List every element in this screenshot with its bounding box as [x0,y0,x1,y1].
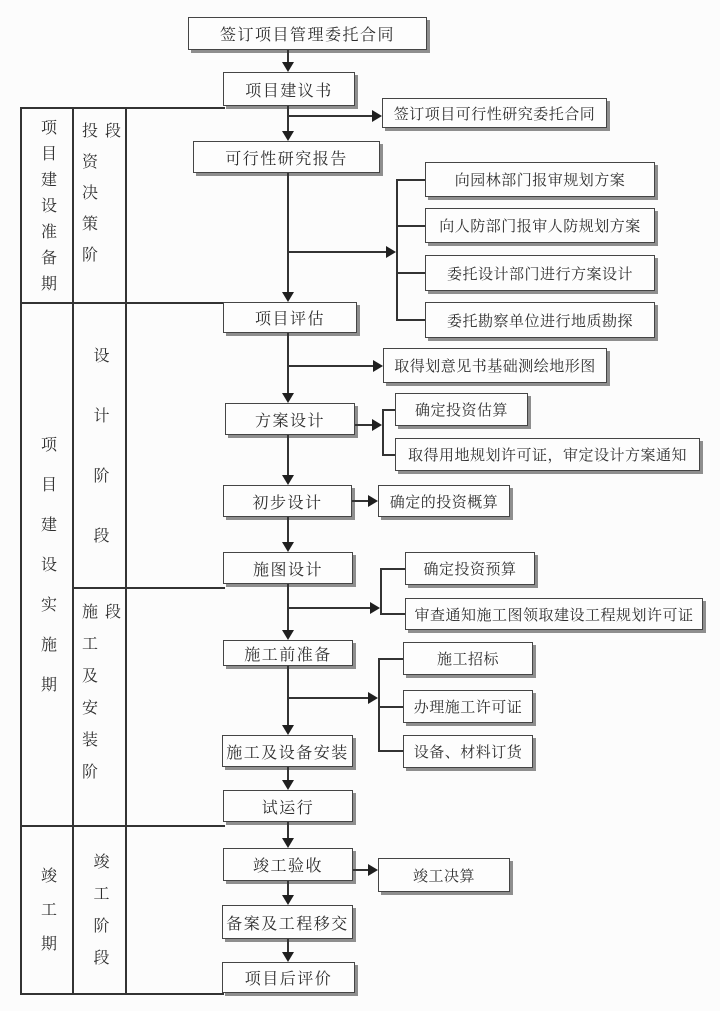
branch-line [396,319,425,321]
side-node-construction-permit: 办理施工许可证 [403,690,533,723]
branch-bracket-line [380,568,382,615]
flow-node-filing-handover: 备案及工程移交 [222,905,353,939]
flow-node-project-proposal: 项目建议书 [223,72,355,106]
branch-line [288,607,370,609]
stage-cell-label: 项目建设实施期 [38,435,56,716]
side-node-obtain-opinion-map: 取得划意见书基础测绘地形图 [383,348,607,383]
branch-line [288,251,386,253]
stage-cell-completion-period [22,825,72,993]
stage-cell-label: 投资决策阶段 [79,122,120,277]
stage-cell-construction-install-stage [74,587,125,825]
side-node-construction-bidding: 施工招标 [403,642,533,675]
branch-bracket-line [378,658,380,752]
stage-cell-label: 设计阶段 [91,346,108,587]
connector-line [287,106,289,132]
arrow-down-icon [282,630,294,640]
flow-node-feasibility-report: 可行性研究报告 [193,141,380,173]
branch-line [353,869,368,871]
branch-line [396,272,425,274]
connector-line [287,939,289,953]
branch-line [378,658,403,660]
connector-line [287,767,289,781]
branch-line [382,454,395,456]
table-border-line [20,993,224,995]
side-node-equipment-material-order: 设备、材料订货 [403,735,533,768]
branch-line [355,424,372,426]
arrow-down-icon [282,952,294,962]
flow-node-pre-construction-prep: 施工前准备 [223,640,353,666]
side-node-investment-budget: 确定投资预算 [405,552,535,585]
arrow-down-icon [282,542,294,552]
stage-cell-impl-period [22,302,72,825]
arrow-down-icon [282,393,294,403]
arrow-right-icon [370,602,380,614]
connector-line [287,822,289,839]
branch-line [380,568,405,570]
side-node-completion-settlement: 竣工决算 [378,858,510,892]
branch-line [352,500,368,502]
flow-node-completion-acceptance: 竣工验收 [223,848,353,881]
connector-line [287,881,289,896]
connector-line [287,435,289,476]
arrow-down-icon [282,62,294,72]
arrow-right-icon [373,360,383,372]
side-node-review-notice-permit: 审查通知施工图领取建设工程规划许可证 [405,598,703,630]
side-node-entrust-design-dept: 委托设计部门进行方案设计 [425,255,655,291]
connector-line [287,173,289,293]
branch-line [288,365,373,367]
branch-line [378,750,403,752]
stage-cell-investment-decision [74,107,125,302]
branch-line [382,409,395,411]
flow-node-preliminary-design: 初步设计 [223,485,352,517]
side-node-land-permit-notice: 取得用地规划许可证，审定设计方案通知 [395,438,700,471]
arrow-right-icon [368,495,378,507]
connector-line [287,666,289,726]
side-node-investment-budget-approx: 确定的投资概算 [378,485,510,517]
stage-cell-prep-period [22,107,72,302]
branch-bracket-line [382,409,384,456]
arrow-down-icon [282,780,294,790]
arrow-down-icon [282,292,294,302]
stage-cell-label: 竣工阶段 [91,853,108,981]
branch-bracket-line [396,179,398,321]
flow-node-construction-equipment-install: 施工及设备安装 [222,735,353,767]
flow-node-scheme-design: 方案设计 [225,403,355,435]
side-node-sign-feasibility-contract: 签订项目可行性研究委托合同 [382,98,607,128]
flow-node-post-evaluation: 项目后评价 [222,962,355,993]
flow-node-sign-mgmt-contract: 签订项目管理委托合同 [188,17,427,50]
branch-line [288,115,372,117]
stage-cell-label: 施工及安装阶段 [79,603,120,795]
stage-cell-label: 竣工期 [38,867,56,969]
arrow-right-icon [386,246,396,258]
branch-line [380,613,405,615]
stage-cell-label: 项目建设准备期 [38,118,56,301]
table-border-line [125,107,127,993]
arrow-right-icon [368,692,378,704]
connector-line [287,333,289,394]
stage-cell-design-stage [74,302,125,587]
branch-line [396,179,425,181]
flow-node-construction-drawing-design: 施图设计 [223,552,353,584]
flow-node-trial-run: 试运行 [223,790,353,822]
arrow-down-icon [282,838,294,848]
branch-line [378,706,403,708]
branch-line [396,225,425,227]
branch-line [288,697,368,699]
side-node-investment-estimate: 确定投资估算 [395,393,528,426]
connector-line [287,517,289,543]
stage-cell-completion-stage [74,825,125,993]
arrow-down-icon [282,895,294,905]
arrow-right-icon [372,419,382,431]
arrow-down-icon [282,475,294,485]
arrow-down-icon [282,725,294,735]
arrow-down-icon [282,131,294,141]
flow-node-project-evaluation: 项目评估 [223,302,357,333]
arrow-right-icon [368,864,378,876]
side-node-entrust-survey-unit: 委托勘察单位进行地质勘探 [425,302,655,338]
arrow-right-icon [372,110,382,122]
side-node-civil-defense-review: 向人防部门报审人防规划方案 [425,208,655,243]
side-node-garden-dept-review: 向园林部门报审规划方案 [425,162,655,197]
